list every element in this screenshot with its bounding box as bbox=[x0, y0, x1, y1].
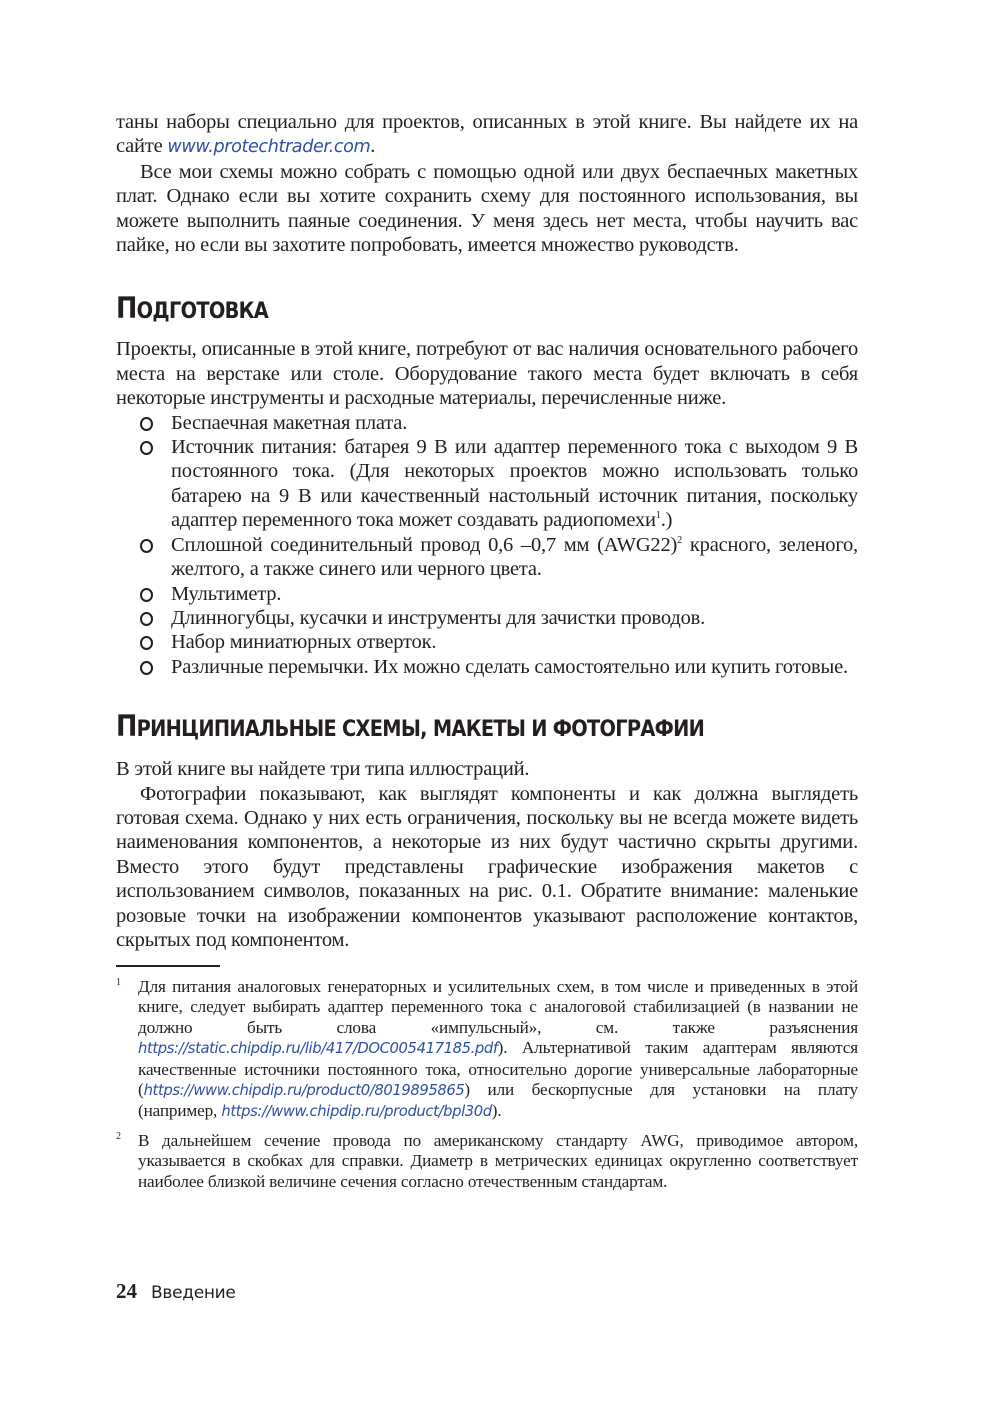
chipdip-lab-supply-link[interactable]: https://www.chipdip.ru/product0/8019895865 bbox=[143, 1081, 465, 1099]
footnote-number: 1 bbox=[116, 976, 121, 988]
preparation-intro: Проекты, описанные в этой книге, потребуют от вас наличия основательного рабочего места на верстаке или столе. Оборудование такого места будет включать в себя некоторые инструменты и расходные материалы, перечисленные ниже. bbox=[116, 338, 858, 410]
circle-bullet-icon bbox=[140, 539, 153, 553]
circle-bullet-icon bbox=[140, 612, 153, 626]
equipment-list bbox=[116, 411, 858, 679]
list-item: Различные перемычки. Их можно сделать самостоятельно или купить готовые. bbox=[116, 655, 858, 679]
circle-bullet-icon bbox=[140, 441, 153, 455]
page-footer bbox=[116, 1279, 236, 1304]
circle-bullet-icon bbox=[140, 588, 153, 602]
protechtrader-link[interactable]: www.protechtrader.com bbox=[167, 137, 371, 158]
circle-bullet-icon bbox=[140, 417, 153, 431]
section-heading-preparation: ПОДГОТОВКА bbox=[116, 291, 269, 326]
circle-bullet-icon bbox=[140, 661, 153, 675]
list-item: Мультиметр. bbox=[116, 582, 858, 606]
chapter-title: Введение bbox=[151, 1283, 236, 1303]
footnote-1: 1 Для питания аналоговых генераторных и усилительных схем, в том числе и приведенных в этой книге, следует выбирать адаптер переменного тока с аналоговой стабилизацией (в названии не должно быть слова «импульсный», см. также разъяснения https://static.chipdip.ru/lib/417/DOC005417185.pdf). Альтернативой таким адаптерам являются качественные источники постоянного тока, относительно дорогие универсальные лабораторные (https://www.chipdip.ru/product0/8019895865) или бескорпусные для установки на плату (например, https://www.chipdip.ru/product/bpl30d). bbox=[116, 977, 858, 1123]
list-item: Источник питания: батарея 9 В или адаптер переменного тока с выходом 9 В постоянного тока. (Для некоторых проектов можно использовать только батарею на 9 В или качественный настольный источник питания, поскольку адаптер переменного тока может создавать радиопомехи$^1$.) bbox=[116, 435, 858, 533]
schematics-paragraph-1: В этой книге вы найдете три типа иллюстраций. bbox=[116, 758, 530, 781]
footnote-2: 2 В дальнейшем сечение провода по американскому стандарту AWG, приводимое автором, указывается в скобках для справки. Диаметр в метрических единицах округленно соответствует наиболее близкой величине сечения согласно отечественным стандартам. bbox=[116, 1131, 858, 1192]
list-item: Длинногубцы, кусачки и инструменты для зачистки проводов. bbox=[116, 606, 858, 630]
section-heading-schematics: ПРИНЦИПИАЛЬНЫЕ СХЕМЫ, МАКЕТЫ И ФОТОГРАФИИ bbox=[116, 709, 705, 744]
schematics-paragraph-2: Фотографии показывают, как выглядят компоненты и как должна выглядеть готовая схема. Однако у них есть ограничения, поскольку вы не всегда можете видеть наименования компонентов, а некоторые из них будут частично скрыты другими. Вместо этого будут представлены графические изображения макетов с использованием символов, показанных на рис. 0.1. Обратите внимание: маленькие розовые точки на изображении компонентов указывают расположение контактов, скрытых под компонентом. bbox=[116, 782, 858, 951]
list-item: Сплошной соединительный провод 0,6 –0,7 мм $(AWG22)^2$ красного, зеленого, желтого, а также синего или черного цвета. bbox=[116, 533, 858, 582]
footnote-ref-1[interactable]: 1 bbox=[655, 510, 661, 522]
footnote-divider bbox=[116, 965, 220, 967]
footnote-ref-2[interactable]: 2 bbox=[677, 534, 683, 546]
circle-bullet-icon bbox=[140, 636, 153, 650]
chipdip-bpl30d-link[interactable]: https://www.chipdip.ru/product/bpl30d bbox=[221, 1103, 492, 1121]
footnote-number: 2 bbox=[116, 1130, 121, 1142]
intro-paragraph-1: таны наборы специально для проектов, описанных в этой книге. Вы найдете их на сайте www.protechtrader.com. bbox=[116, 111, 858, 158]
intro-paragraph-2: Все мои схемы можно собрать с помощью одной или двух беспаечных макетных плат. Однако если вы хотите сохранить схему для постоянного использования, вы можете выполнить паяные соединения. У меня здесь нет места, чтобы научить вас пайке, но если вы захотите попробовать, имеется множество руководств. bbox=[116, 160, 858, 257]
page-body bbox=[116, 110, 858, 1200]
chipdip-doc-link[interactable]: https://static.chipdip.ru/lib/417/DOC005417185.pdf bbox=[138, 1040, 498, 1058]
list-item: Беспаечная макетная плата. bbox=[116, 411, 858, 435]
page-number: 24 bbox=[116, 1279, 137, 1303]
list-item: Набор миниатюрных отверток. bbox=[116, 630, 858, 654]
